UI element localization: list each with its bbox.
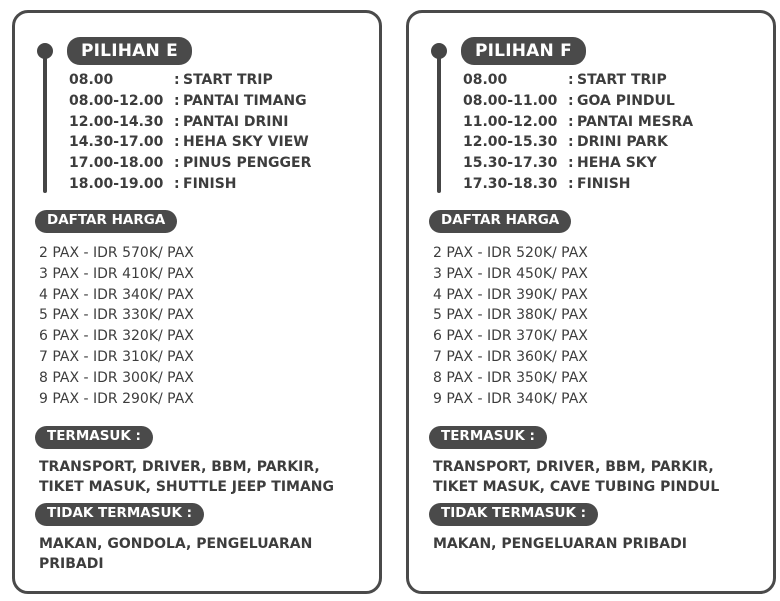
price-row: 2 PAX - IDR 520K/ PAX [433, 245, 588, 261]
included-text: TRANSPORT, DRIVER, BBM, PARKIR, TIKET MASUK, SHUTTLE JEEP TIMANG [39, 459, 335, 495]
excluded-text: MAKAN, PENGELUARAN PRIBADI [433, 536, 687, 552]
price-row: 8 PAX - IDR 350K/ PAX [433, 369, 588, 386]
timeline-line [43, 55, 47, 193]
itinerary-row: 08.00-12.00 : PANTAI TIMANG [69, 92, 307, 109]
price-row: 9 PAX - IDR 290K/ PAX [39, 390, 194, 407]
itinerary-schedule [69, 72, 311, 197]
included-label: TERMASUK : [35, 426, 153, 449]
price-row: 7 PAX - IDR 360K/ PAX [433, 348, 588, 365]
price-row: 6 PAX - IDR 370K/ PAX [433, 328, 588, 345]
itinerary-row: 08.00-11.00 : GOA PINDUL [463, 92, 675, 109]
package-title: PILIHAN F [461, 37, 586, 65]
package-title: PILIHAN E [67, 37, 192, 65]
itinerary-row: 18.00-19.00 : FINISH [69, 175, 237, 192]
price-row: 8 PAX - IDR 300K/ PAX [39, 369, 194, 386]
included-label: TERMASUK : [429, 426, 547, 449]
timeline-dot [431, 43, 447, 59]
itinerary-row: 12.00-14.30 : PANTAI DRINI [69, 113, 289, 130]
price-list [39, 245, 194, 411]
price-row: 6 PAX - IDR 320K/ PAX [39, 328, 194, 345]
price-row: 5 PAX - IDR 380K/ PAX [433, 307, 588, 324]
price-row: 5 PAX - IDR 330K/ PAX [39, 307, 194, 324]
price-list [433, 245, 588, 411]
price-row: 3 PAX - IDR 410K/ PAX [39, 265, 194, 282]
itinerary-row: 17.30-18.30 : FINISH [463, 175, 631, 192]
price-row: 7 PAX - IDR 310K/ PAX [39, 348, 194, 365]
price-list-label: DAFTAR HARGA [35, 210, 177, 233]
itinerary-row: 12.00-15.30 : DRINI PARK [463, 134, 668, 151]
package-card-e [12, 10, 382, 594]
included-text: TRANSPORT, DRIVER, BBM, PARKIR, TIKET MASUK, CAVE TUBING PINDUL [433, 459, 720, 495]
price-list-label: DAFTAR HARGA [429, 210, 571, 233]
excluded-label: TIDAK TERMASUK : [429, 503, 598, 526]
itinerary-row: 15.30-17.30 : HEHA SKY [463, 155, 657, 172]
price-row: 9 PAX - IDR 340K/ PAX [433, 390, 588, 407]
itinerary-row: 14.30-17.00 : HEHA SKY VIEW [69, 134, 309, 151]
itinerary-row: 11.00-12.00 : PANTAI MESRA [463, 113, 694, 130]
price-row: 2 PAX - IDR 570K/ PAX [39, 245, 194, 261]
price-row: 3 PAX - IDR 450K/ PAX [433, 265, 588, 282]
timeline-line [437, 55, 441, 193]
package-card-f [406, 10, 776, 594]
excluded-text: MAKAN, GONDOLA, PENGELUARAN PRIBADI [39, 536, 313, 572]
itinerary-row: 08.00 : START TRIP [69, 72, 273, 88]
price-row: 4 PAX - IDR 390K/ PAX [433, 286, 588, 303]
price-row: 4 PAX - IDR 340K/ PAX [39, 286, 194, 303]
itinerary-row: 17.00-18.00 : PINUS PENGGER [69, 155, 312, 172]
excluded-label: TIDAK TERMASUK : [35, 503, 204, 526]
itinerary-schedule [463, 72, 693, 197]
timeline-dot [37, 43, 53, 59]
itinerary-row: 08.00 : START TRIP [463, 72, 667, 88]
